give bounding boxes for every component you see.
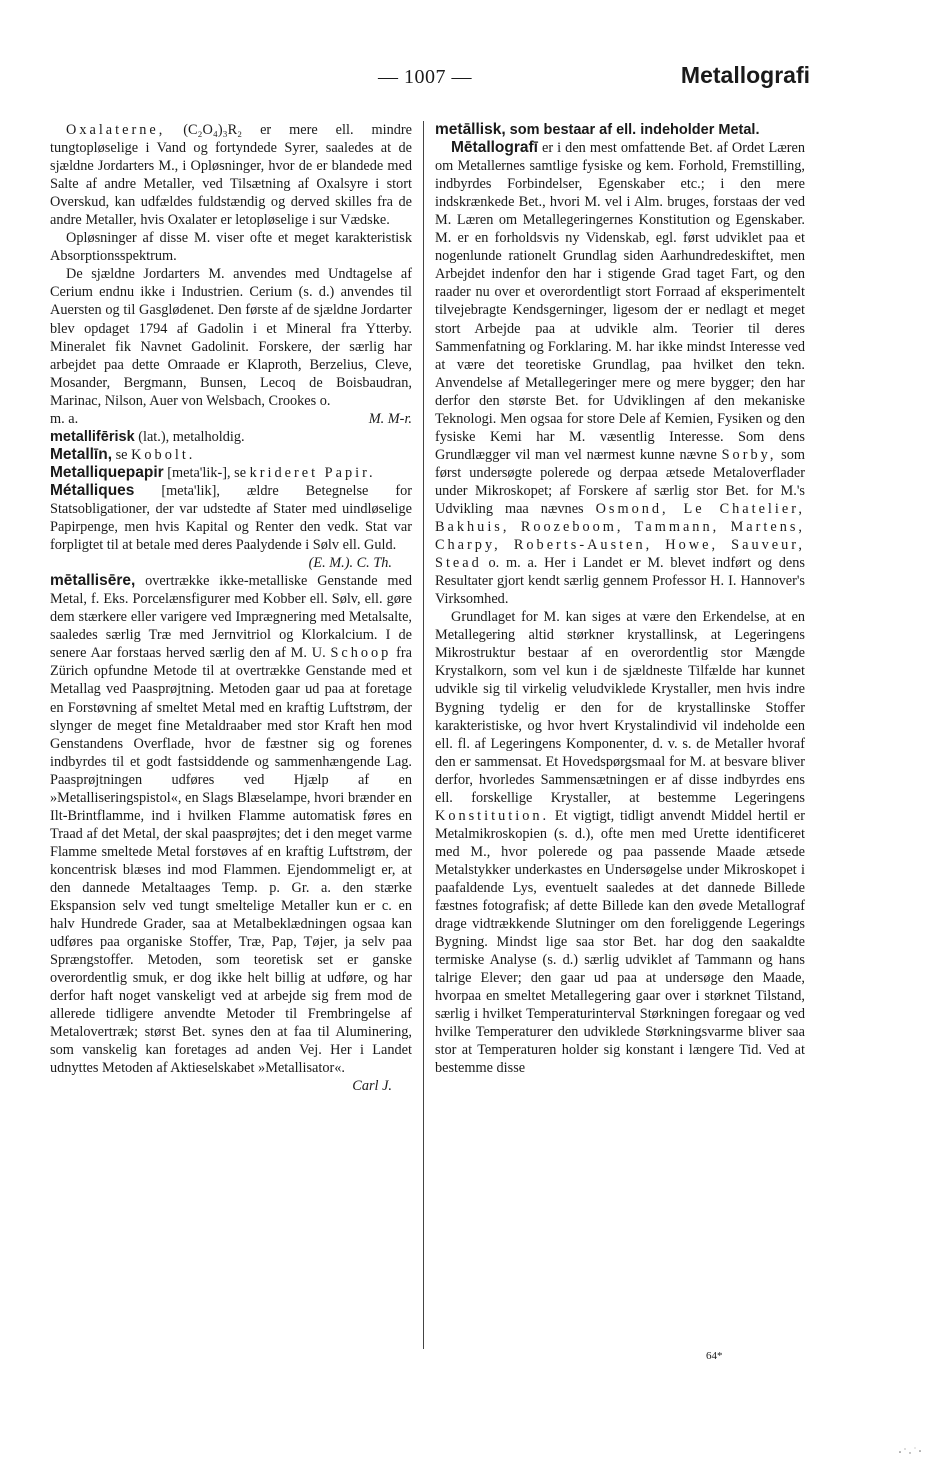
spaced-name: Sorby, [721, 446, 777, 463]
entry-metallin [50, 446, 412, 464]
entry-text: (lat.), metalholdig. [134, 428, 245, 445]
entry-metallisk [435, 121, 805, 139]
paragraph-text: Et vigtigt, tidligt anvendt Middel hertil er Metalmikroskopien (s. d.), ofte men med Urette identificeret med M., hvor polerede og paa passende Maade ætsede Metalstykker underkastes en Undersøgelse under Mikroskopet i paafaldende Lys, eventuelt saaledes at det dannede Billede fæstnes fotografisk; af dette Billede kan den øvede Metallograf drage vidtrækkende Slutninger om den foreliggende Legerings Bygning. Mindst lige saa stor Bet. har dog den saakaldte termiske Analyse (s. d.) særlig udviklet af Tammann og hans talrige Elever; den gaar ud paa at undersøge den Maade, hvorpaa en smeltet Metallegering gaar over i størknet Tilstand, særlig i hvilket Temperaturinterval Størkningen foregaar og ved hvilke Temperaturer den udviklede Størkningsvarme bliver saa stor at Temperaturen holder sig konstant i længere Tid. Ved at bestemme disse [435, 807, 805, 1077]
paragraph-text: Grundlaget for M. kan siges at være den Erkendelse, at en Metallegering altid størkner krystallinsk, at Legeringens Mikrostruktur bestaar af en overordentlig stor Mængde Krystalkorn, som vel kun i de sjældneste Tilfælde har kunnet udvikle sig til virkelig veludviklede Krystaller, men hvis indre Bygning tydelig er den for de krystallinske Stoffer karakteristiske, og hvor hvert Krystalindivid vil indeholde een ell. fl. af Legeringens Komponenter, d. v. s. de Metaller hvoraf den er sammensat. Et Hovedspørgsmaal for M. at besvare bliver derfor, hvorledes Sammensætningen er af disse indbyrdes ens ell. forskellige Krystaller, at bestemme Legeringens [435, 609, 805, 806]
headword: Mētallografī [451, 139, 538, 157]
entry-text: [meta'lik], ældre Betegnelse for Statsobligationer, der var udstedte af Stater med uindløselige Papirpenge, men hvis Kapital og Renter den vedk. Stat var forpligtet til at betale med deres Paalydende i Sølv ell. Guld. [50, 482, 412, 554]
signature-line [50, 410, 412, 428]
entry-text: [meta'lik-], se [163, 464, 250, 481]
signature-text: (E. M.). C. Th. [308, 555, 392, 572]
entry-metalliques [50, 482, 412, 554]
entry-text: som først undersøgte polerede og derpaa ætsede Metaloverflader under Mikroskopet; af Forskere af særlig stor Bet. for M.'s Udvikling maa nævnes [435, 446, 805, 517]
cross-reference: Kobolt. [131, 446, 196, 463]
left-column [50, 121, 412, 1096]
entry-metallisere [50, 572, 412, 1077]
spaced-names: Osmond, Le Chatelier, Bakhuis, Roozeboom, Tammann, Martens, Charpy, Roberts-Austen, Howe, Sauveur, Stead [435, 500, 805, 572]
column-divider [423, 121, 424, 1349]
spaced-term: Oxalaterne, [66, 122, 166, 138]
paragraph-tail: m. a. [50, 410, 79, 427]
grundlaget-paragraph [435, 608, 805, 1077]
headword: metāllisk, [435, 121, 506, 138]
rare-earths-paragraph: De sjældne Jordarters M. anvendes med Undtagelse af Cerium endnu ikke i Industrien. Cerium (s. d.) anvendes til Auersten og til Gasglødenet. Den første af de sjældne Jordarter blev opdaget 1794 af Gadolin i et Mineral fra Ytterby. Mineralet fik Navnet Gadolinit. Forskere, der særlig har arbejdet paa dette Omraade er Klaproth, Berzelius, Cleve, Mosander, Bergmann, Bunsen, Lecoq de Boisbaudran, Marinac, Nilson, Auer von Welsbach, Crookes o. [50, 266, 412, 409]
sheet-signature-mark: 64* [706, 1350, 723, 1362]
entry-metallografi [435, 139, 805, 608]
paragraph-text: (C₂O₄)₃R₂ er mere ell. mindre tungtopløselige i Vand og fortyndede Syrer, saaledes at de sjældne Jordarters M., i Opløsninger, hvor de er blandede med Salte af andre Metaller, ved Tilsætning af Oxalsyre i stort Overskud, kan udfældes fuldstændig og derved skilles fra de andre Metaller, hvis Oxalater er letopløselige i sur Vædske. [50, 122, 412, 229]
author-signature [50, 554, 412, 572]
oxalates-paragraph [50, 121, 412, 229]
page-number: — 1007 — [378, 66, 472, 88]
entry-text: fra Zürich opfundne Metode til at overtrække Genstande med et Metallag ved Paasprøjtning. Metoden gaar ud paa at foretage en Forstøvning af smeltet Metal med en kraftig Luftstrøm, der slynger de meget fine Metaldraaber med stor Kraft hen mod Genstandens Overflade, hvor de fæstner sig og forenes indbyrdes til et godt fastsiddende og sammenhængende Lag. Paasprøjtningen udføres ved Hjælp af en »Metalliseringspistol«, en Slags Blæselampe, hvori brænder en Ilt-Brintflamme, ind i hvilken Flamme automatisk føres en Traad af det Metal, der skal paasprøjtes; det i den meget varme Flamme smeltede Metal forstøves af en kraftig Luftstrøm, der koncentrisk blæses ind mod Flammen. Ejendommeligt er, at den dannede Metaltaages Temp. p. Gr. a. den stærke Ekspansion selv ved tungt smeltelige Metaller kun er c. en halv Hundrede Grader, saa at Metalbeklædningen ogsaa kan udføres paa organiske Stoffer, Træ, Pap, Tøjer, ja selv paa Sprængstoffer. Metoden, som teoretisk set er ganske overordentlig smuk, er dog ikke helt billig at udføre, og har derfor haft noget vanskeligt ved at arbejde sig frem mod de allerede tidligere anvendte Metoder til Frembringelse af Metalovertræk; størst Bet. synes den at faa til Aluminering, som vanskelig kan foretages ad anden Vej. Her i Landet udnyttes Metoden af Aktieselskabet »Metallisator«. [50, 645, 412, 1077]
headword: Metalliquepapir [50, 463, 164, 481]
entry-text: o. m. a. Her i Landet er M. blevet indført og dens Resultater gjort kendt særlig gennem Professor H. I. Hannover's Virksomhed. [435, 555, 805, 608]
headword: mētallisēre, [50, 572, 136, 590]
entry-text: som bestaar af ell. indeholder Metal. [505, 122, 760, 138]
running-head: Metallografi [680, 62, 810, 88]
right-column [435, 121, 805, 1077]
author-signature: M. M-r. [368, 410, 412, 427]
absorption-paragraph: Opløsninger af disse M. viser ofte et meget karakteristisk Absorptionsspektrum. [50, 230, 412, 265]
author-signature [50, 1077, 412, 1095]
entry-text: overtrække ikke-metalliske Genstande med Metal, f. Eks. Porcelænsfigurer med Kobber ell. Sølv, ell. gøre dem stærkere eller varigere ved Imprægnering med Metalsalte, saaledes særlig Træ med Jernvitriol og Klorkalcium. I de senere Aar forstaas herved særlig den af M. U. [50, 573, 412, 662]
headword: Metallīn, [50, 445, 113, 463]
entry-text: se [112, 446, 132, 463]
signature-text: Carl J. [352, 1078, 392, 1095]
entry-text: er i den mest omfattende Bet. af Ordet Læren om Metallernes samtlige fysiske og kem. Forhold, Fremstilling, indbyrdes Forbindelser, Egenskaber etc.; i den mere indskrænkede Bet., hvori M. vel i Alm. bruges, forstaas der ved M. Læren om Metallegeringernes Konstitution og Egenskaber. M. er en forholdsvis ny Videnskab, egl. først udviklet paa et nogenlunde rationelt Grundlag siden Aarhundredeskiftet, men Arbejdet indenfor den har i stigende Grad taget Fart, og den raader nu over et overordentligt stort Forraad af eksperimentelt tilvejebragte Kendsgerninger, ligesom der er nedlagt et meget stort Arbejde paa at udvikle alm. Teorier til deres Sammenfatning og Forklaring. M. har ikke mindst Interesse ved at være det teoretiske Grundlag, paa hvilket den tekn. Anvendelse af Metallegeringer mere og mere bygger; den har derfor den største Bet. for Udviklingen af den mekaniske Teknologi. Men ogsaa for store Dele af Kemien, Fysiken og den fysiske Kemi har M. væsentlig Interesse. Som dens Grundlægger vil man vel nærmest kunne nævne [435, 140, 805, 463]
headword: Métalliques [50, 481, 135, 499]
cross-reference: krideret Papir. [249, 464, 376, 481]
entry-metalliquepapir [50, 464, 412, 482]
entry-metalliferisk [50, 428, 412, 446]
spaced-name: Schoop [330, 645, 392, 662]
scan-speckle [896, 1442, 924, 1456]
headword: metallifērisk [50, 428, 135, 445]
spaced-term: Konstitution. [435, 807, 550, 824]
